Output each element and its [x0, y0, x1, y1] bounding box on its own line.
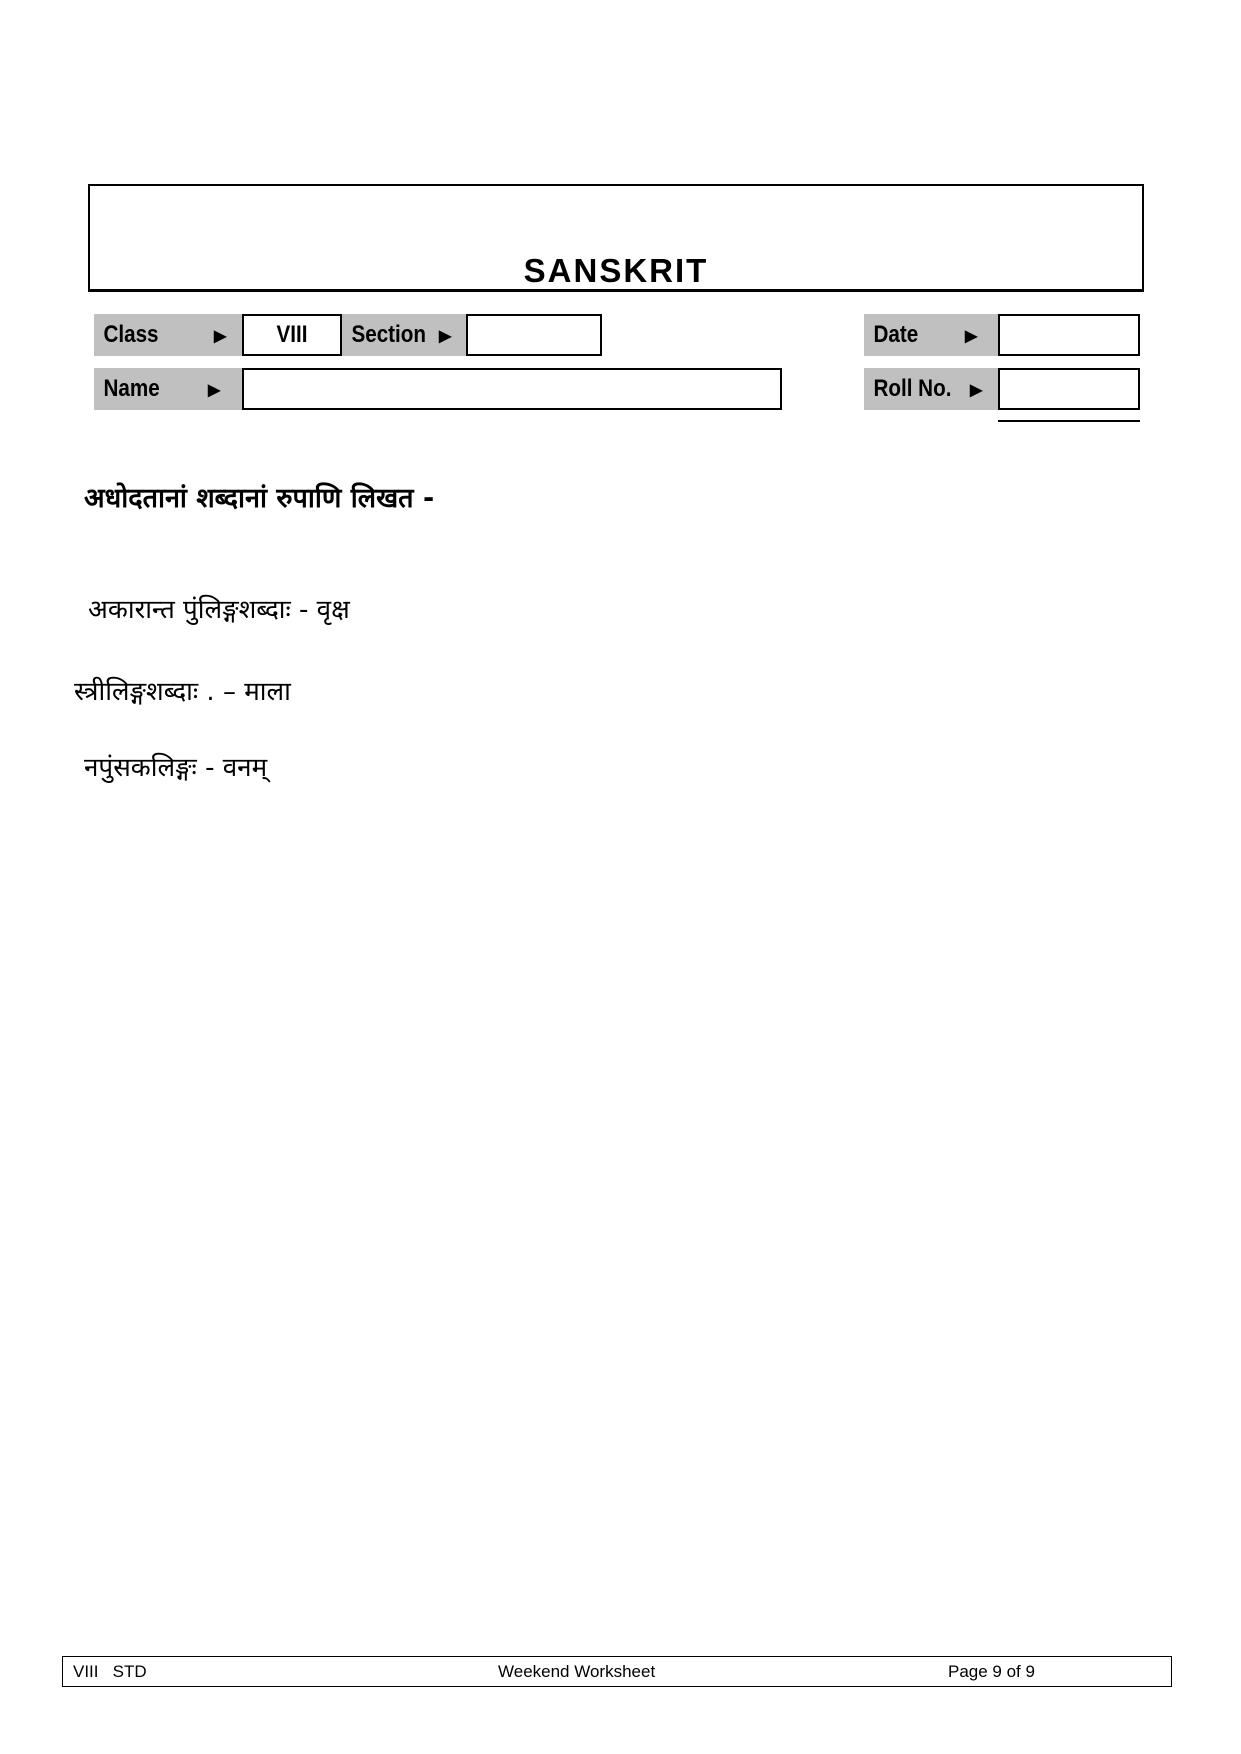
date-field[interactable]: [998, 314, 1140, 356]
arrow-right-icon: ▶: [439, 328, 452, 345]
roll-label: Roll No.: [873, 375, 952, 402]
class-label-cell: [94, 314, 242, 356]
date-label: Date: [873, 321, 919, 348]
arrow-right-icon: ▶: [208, 382, 221, 399]
section-label: Section: [351, 321, 427, 348]
date-label-cell: [864, 314, 998, 356]
item-neuter: नपुंसकलिङ्गः - वनम्: [84, 753, 268, 783]
arrow-right-icon: ▶: [214, 328, 227, 345]
class-value: VIII: [276, 321, 308, 348]
arrow-right-icon: ▶: [965, 328, 978, 345]
footer-std: VIII STD: [73, 1662, 147, 1681]
subject-title: SANSKRIT: [523, 252, 709, 289]
section-field[interactable]: [466, 314, 602, 356]
class-label: Class: [103, 321, 159, 348]
item-masculine: अकारान्त पुंलिङ्गशब्दाः - वृक्ष: [88, 595, 350, 625]
arrow-right-icon: ▶: [970, 382, 983, 399]
class-field[interactable]: [242, 314, 342, 356]
instruction-heading: अधोदतानां शब्दानां रुपाणि लिखत -: [84, 483, 435, 514]
roll-underline: [998, 420, 1140, 422]
title-box: [88, 184, 1144, 292]
footer-page: Page 9 of 9: [948, 1662, 1035, 1681]
footer: [62, 1656, 1172, 1687]
section-label-cell: [342, 314, 466, 356]
footer-title: Weekend Worksheet: [498, 1662, 656, 1681]
name-label: Name: [103, 375, 160, 402]
roll-field[interactable]: [998, 368, 1140, 410]
name-label-cell: [94, 368, 242, 410]
item-feminine: स्त्रीलिङ्गशब्दाः . – माला: [74, 677, 291, 707]
name-field[interactable]: [242, 368, 782, 410]
roll-label-cell: [864, 368, 998, 410]
